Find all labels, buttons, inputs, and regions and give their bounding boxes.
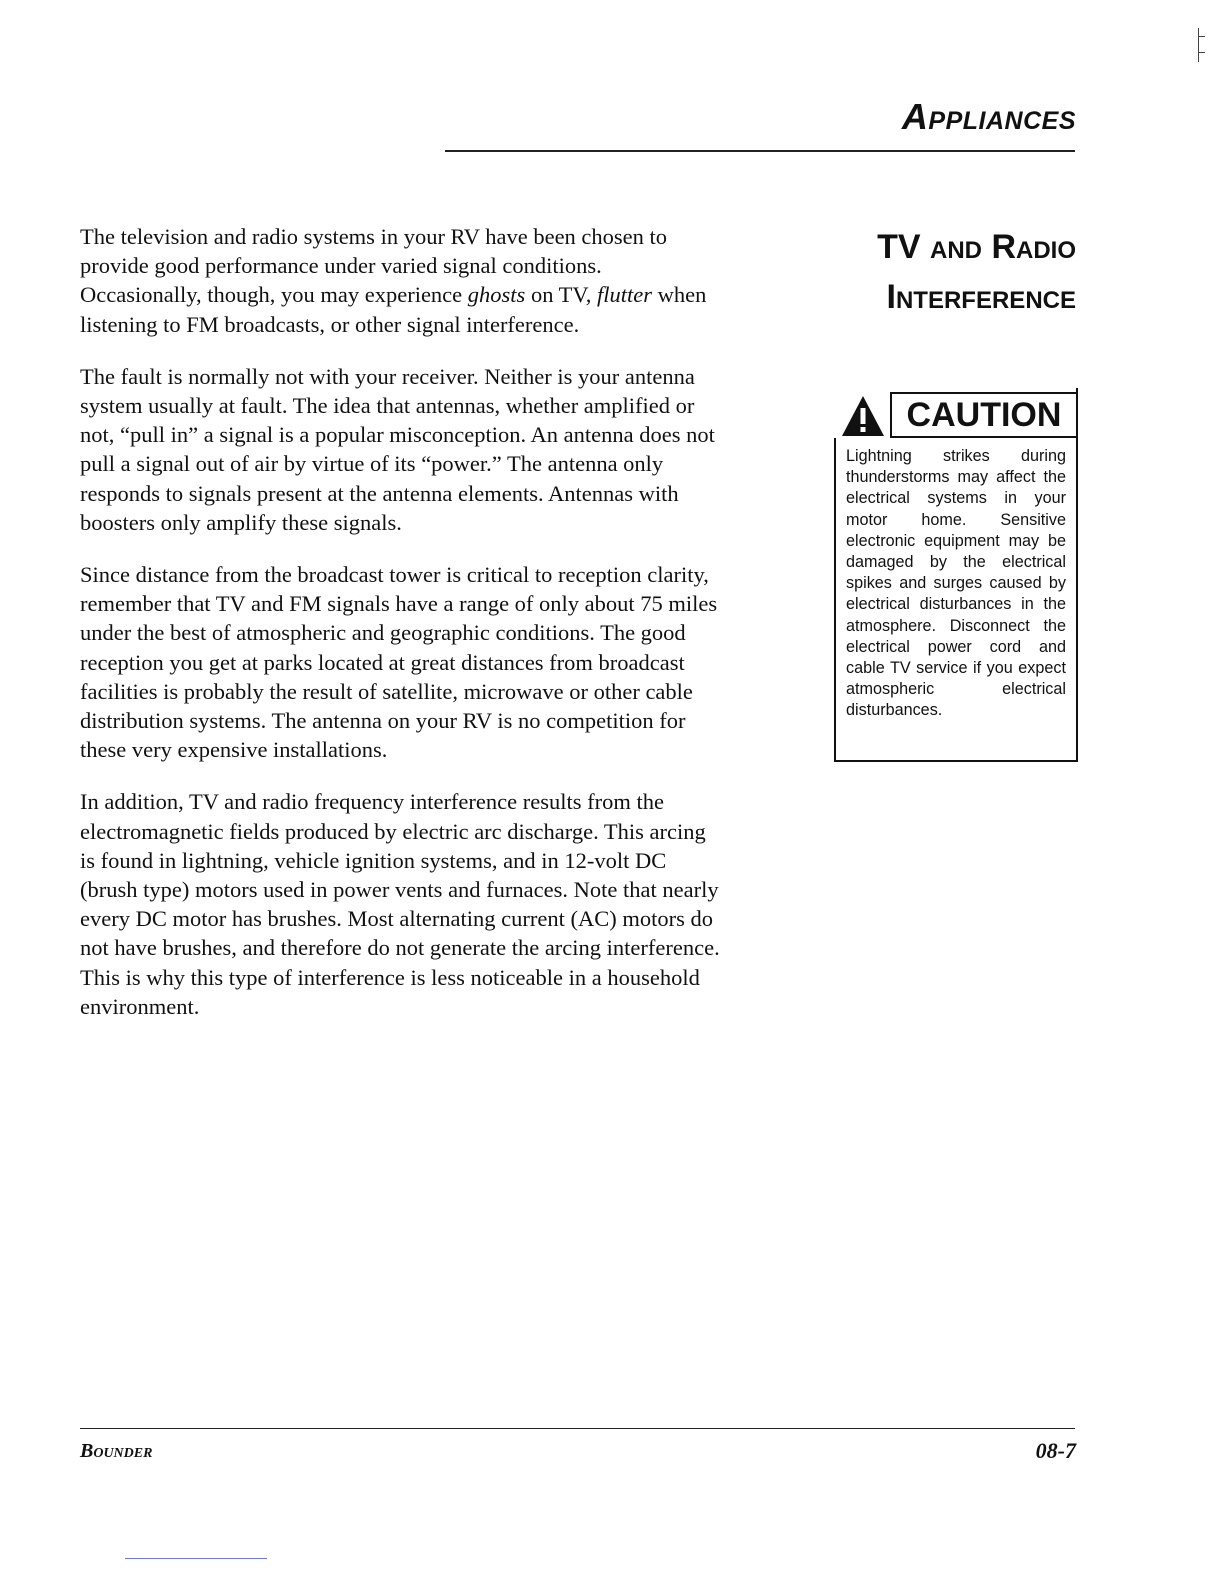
- header-divider: [445, 150, 1075, 152]
- paragraph-4: In addition, TV and radio frequency interference results from the electromagnetic fields produced by electric arc discharge. This arcing is found in lightning, vehicle ignition systems, and in 12-volt DC (brush type) motors used in power vents and furnaces. Note that nearly every DC motor has brushes. Most alternating current (AC) motors do not have brushes, and therefore do not generate the arcing interference. This is why this type of interference is less noticeable in a household environment.: [80, 789, 720, 1019]
- warning-triangle-icon: [840, 394, 886, 438]
- paragraph-1-emphasis-flutter: flutter: [597, 282, 652, 308]
- caution-box-left-border: [834, 438, 836, 760]
- corner-crop-mark: [1198, 28, 1207, 62]
- paragraph-2: The fault is normally not with your receiver. Neither is your antenna system usually at fault. The idea that antennas, whether amplified or not, “pull in” a signal is a popular misconception. An antenna does not pull a signal out of air by virtue of its “power.” The antenna only responds to signals present at the antenna elements. Antennas with boosters only amplify these signals.: [80, 363, 715, 535]
- main-body-text: [80, 222, 720, 1044]
- footer-product-name: Bounder: [80, 1440, 153, 1462]
- paragraph-1-text-b: on TV,: [525, 282, 597, 308]
- footer-page-number: 08-7: [1035, 1438, 1076, 1463]
- page-header-title: Appliances: [901, 96, 1076, 137]
- section-heading-line-2: Interference: [886, 278, 1076, 316]
- caution-box: [834, 388, 1078, 762]
- paragraph-3: Since distance from the broadcast tower is critical to reception clarity, remember that TV and FM signals have a range of only about 75 miles under the best of atmospheric and geographic conditions. The good reception you get at parks located at great distances from broadcast facilities is probably the result of satellite, microwave or other cable distribution systems. The antenna on your RV is no competition for these very expensive installations.: [80, 562, 718, 763]
- footer-divider: [80, 1428, 1075, 1429]
- paragraph-1-text-c: when listening to FM broadcasts, or other signal interference.: [80, 282, 707, 337]
- section-heading-line-1: TV and Radio: [877, 228, 1076, 266]
- bottom-scan-line: [125, 1558, 267, 1559]
- paragraph-1: [80, 222, 720, 339]
- paragraph-1-text-a: The television and radio systems in your RV have been chosen to provide good performance under varied signal conditions. Occasionally, though, you may experience: [80, 224, 668, 308]
- caution-label: CAUTION: [890, 392, 1076, 438]
- caution-text: Lightning strikes during thunderstorms may affect the electrical systems in your motor home. Sensitive electronic equipment may be damaged by the electrical spikes and surges caused by electrical disturbances in the atmosphere. Disconnect the electrical power cord and cable TV service if you expect atmospheric electrical disturbances.: [846, 447, 1066, 720]
- section-heading: [776, 222, 1076, 322]
- paragraph-1-emphasis-ghosts: ghosts: [467, 282, 526, 308]
